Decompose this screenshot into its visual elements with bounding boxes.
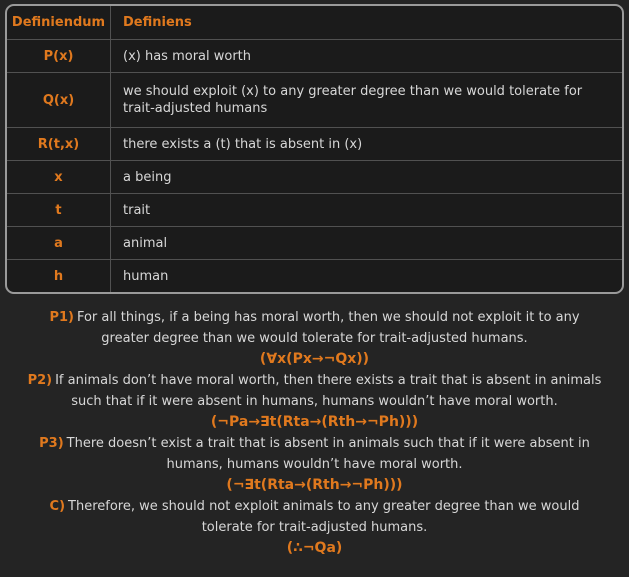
formula-p3: (¬∃t(Rta→(Rth→¬Ph))) bbox=[226, 477, 403, 493]
formula-p1: (∀x(Px→¬Qx)) bbox=[259, 351, 370, 367]
table-row bbox=[7, 127, 622, 160]
premise-p1 bbox=[26, 307, 604, 349]
table-row bbox=[7, 160, 622, 193]
definiendum-cell: t bbox=[7, 194, 111, 226]
premise-p1-label: P1) bbox=[49, 310, 74, 325]
definiendum-cell: P(x) bbox=[7, 40, 111, 72]
table-row bbox=[7, 72, 622, 127]
premise-p3-text: There doesn’t exist a trait that is absent in animals such that if it were absent in humans, humans wouldn’t have moral worth. bbox=[66, 436, 590, 472]
formula-conclusion: (∴¬Qa) bbox=[286, 540, 343, 556]
definiendum-cell: a bbox=[7, 227, 111, 259]
table-row bbox=[7, 193, 622, 226]
premise-p3-label: P3) bbox=[39, 436, 64, 451]
table-row bbox=[7, 259, 622, 292]
conclusion bbox=[26, 496, 604, 538]
definiens-cell: we should exploit (x) to any greater degree than we would tolerate for trait-adjusted humans bbox=[123, 84, 583, 116]
definiendum-column-header: Definiendum bbox=[7, 6, 111, 39]
premise-p1-text: For all things, if a being has moral worth, then we should not exploit it to any greater degree than we would tolerate for trait-adjusted humans. bbox=[76, 310, 580, 346]
definiens-cell: a being bbox=[123, 169, 172, 185]
definiendum-cell: R(t,x) bbox=[7, 128, 111, 160]
conclusion-text: Therefore, we should not exploit animals to any greater degree than we would tolerate for trait-adjusted humans. bbox=[68, 499, 580, 535]
definitions-table bbox=[5, 4, 624, 294]
definiendum-cell: h bbox=[7, 260, 111, 292]
premise-p2-label: P2) bbox=[27, 373, 53, 388]
formula-p2: (¬Pa→∃t(Rta→(Rth→¬Ph))) bbox=[210, 414, 419, 430]
table-header-row bbox=[7, 6, 622, 39]
definiens-cell: trait bbox=[123, 202, 151, 218]
argument-section bbox=[26, 307, 604, 559]
definiens-cell: there exists a (t) that is absent in (x) bbox=[123, 136, 363, 152]
premise-p3 bbox=[26, 433, 604, 475]
conclusion-label: C) bbox=[49, 499, 66, 514]
table-row bbox=[7, 39, 622, 72]
premise-p2 bbox=[26, 370, 604, 412]
premise-p2-text: If animals don’t have moral worth, then there exists a trait that is absent in animals such that if it were absent in humans, humans wouldn’t have moral worth. bbox=[55, 373, 602, 409]
table-row bbox=[7, 226, 622, 259]
definiens-cell: (x) has moral worth bbox=[123, 48, 252, 64]
definiendum-cell: Q(x) bbox=[7, 73, 111, 127]
definiens-column-header: Definiens bbox=[123, 15, 192, 30]
definiens-cell: human bbox=[123, 268, 169, 284]
definiens-cell: animal bbox=[123, 235, 168, 251]
definiendum-cell: x bbox=[7, 161, 111, 193]
